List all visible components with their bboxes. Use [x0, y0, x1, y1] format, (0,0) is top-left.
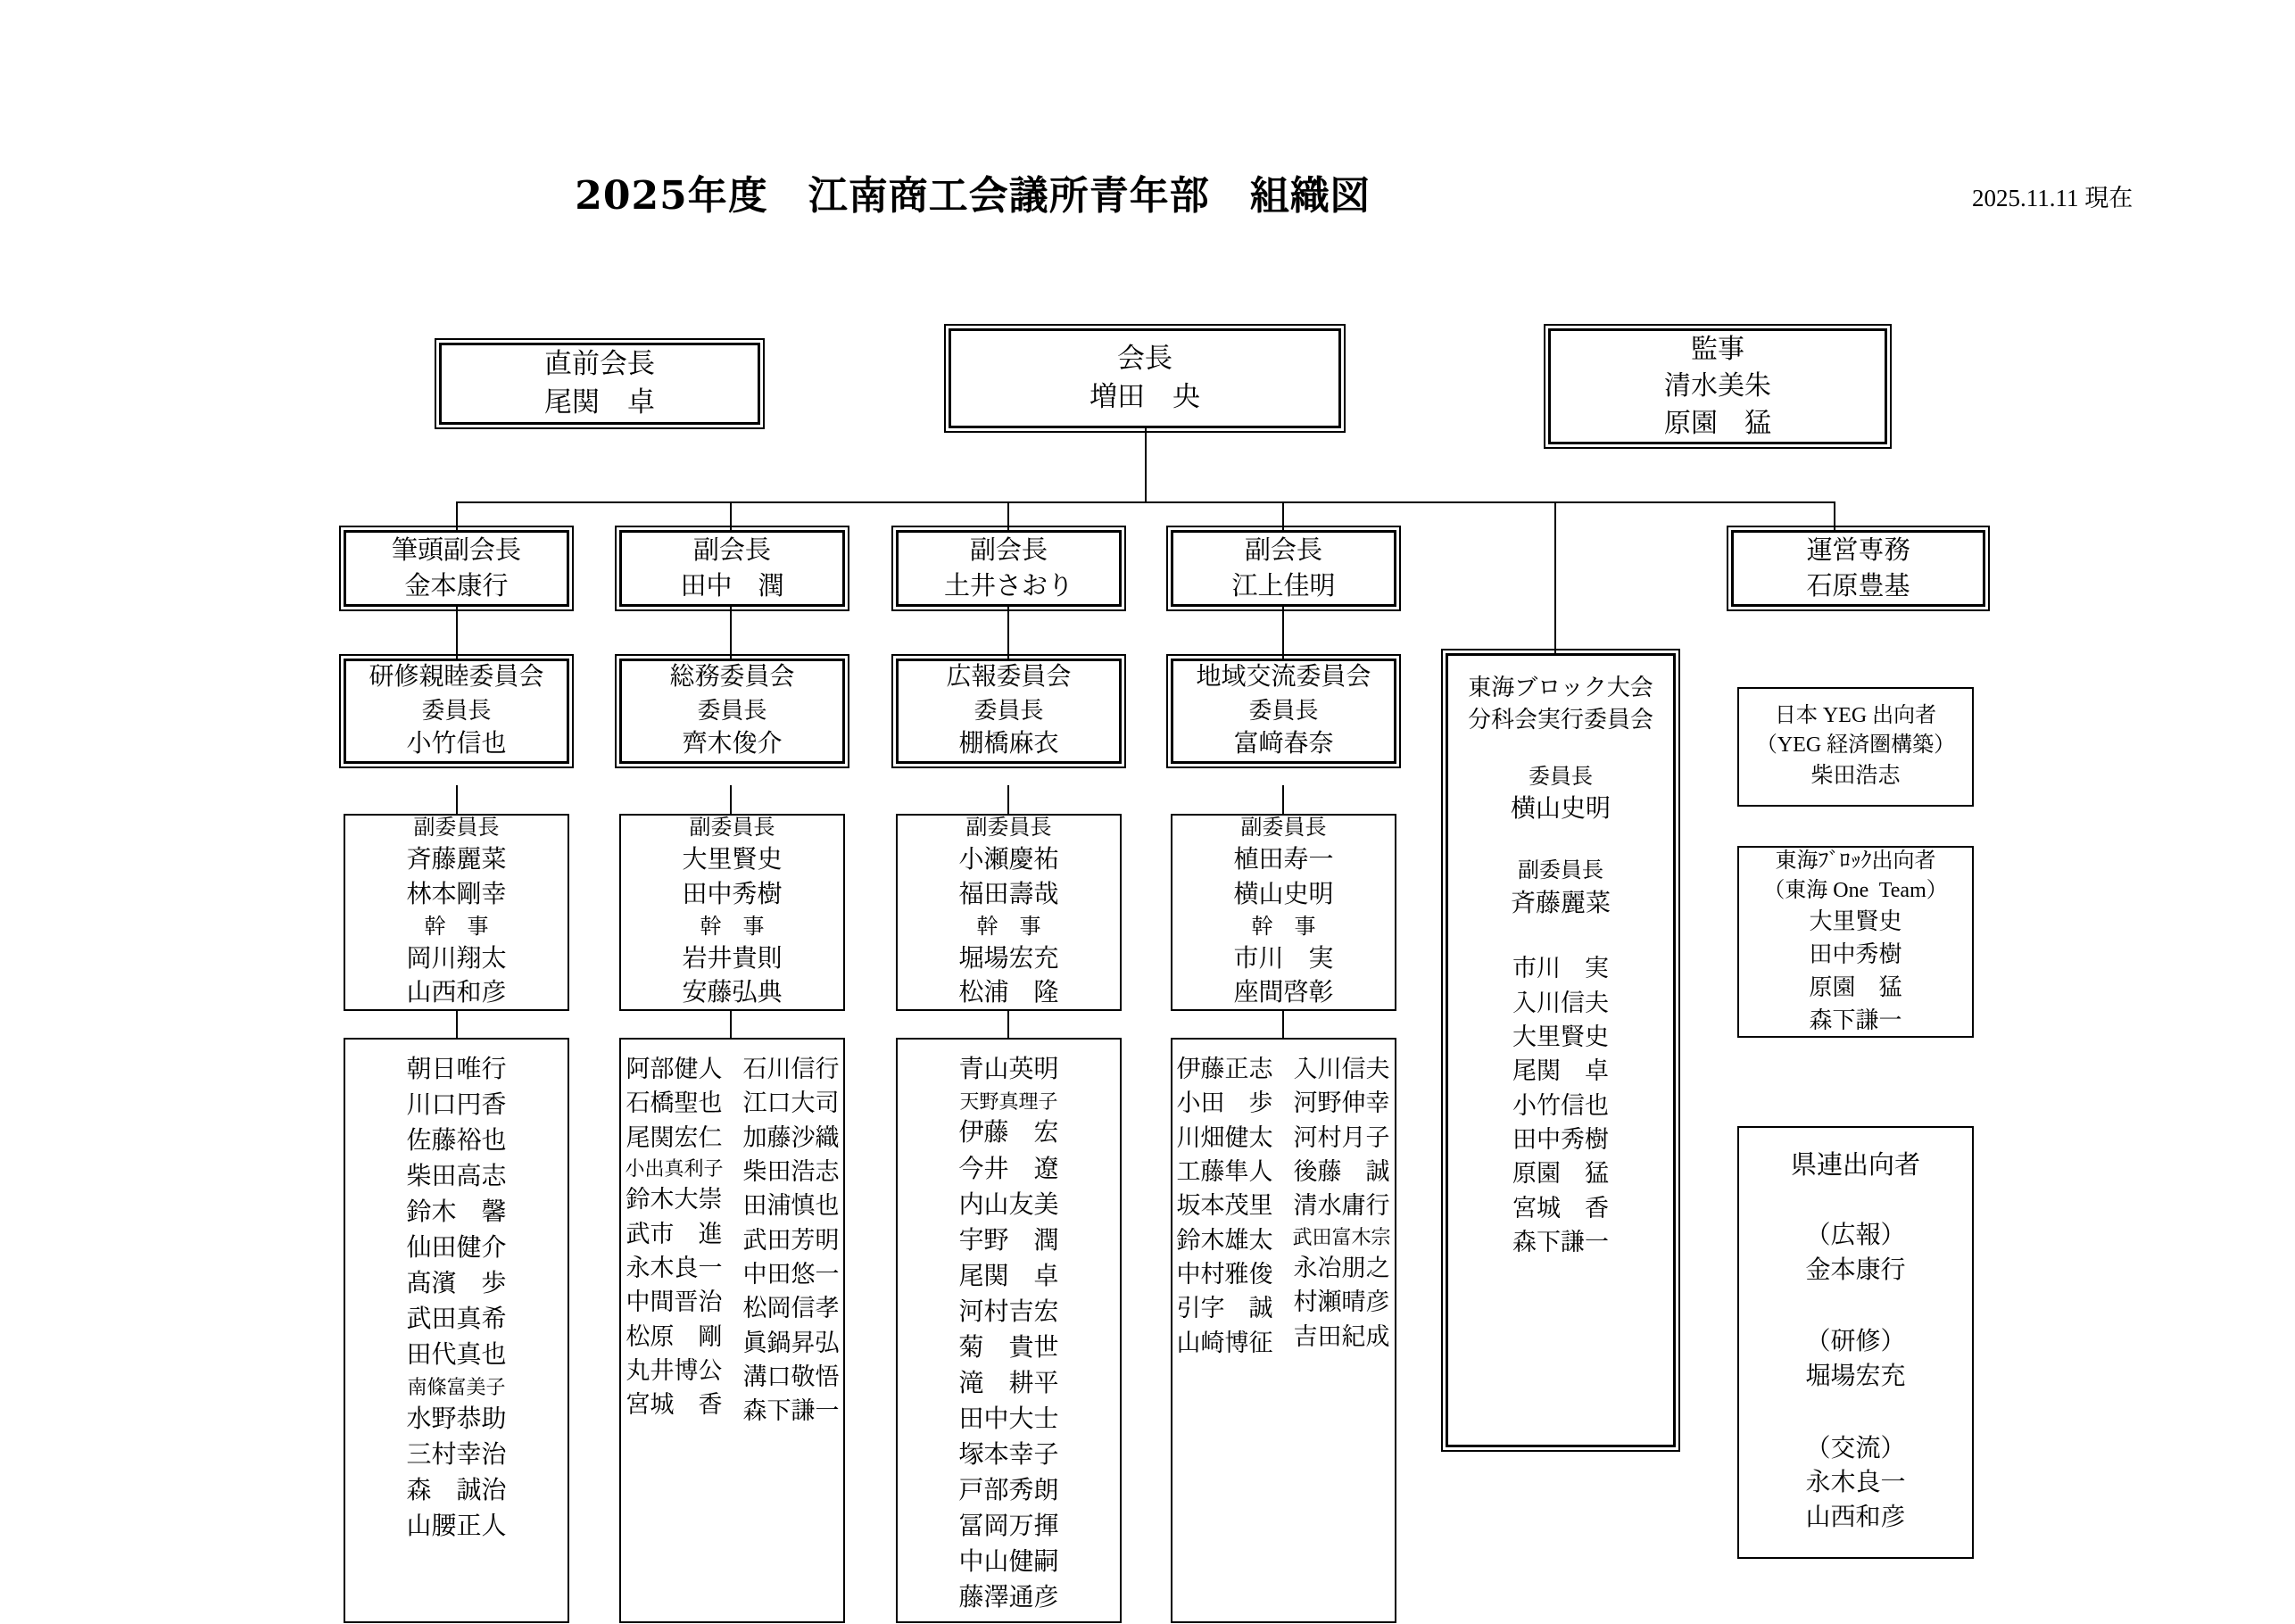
committee-chair-4: 富﨑春奈: [1233, 729, 1334, 758]
committee-officers-box-3[interactable]: [896, 814, 1122, 1011]
list-item: 石橋聖也: [626, 1090, 723, 1117]
list-item: 武田真希: [406, 1305, 507, 1334]
vice-president-box-4[interactable]: [1171, 530, 1396, 607]
kenren-group: [1805, 1325, 1905, 1394]
managing-director-name: 石原豊基: [1806, 572, 1910, 601]
committee-header-3[interactable]: [896, 659, 1122, 764]
kenren-dispatch-box[interactable]: [1737, 1126, 1974, 1559]
list-item: 青山英明: [958, 1056, 1059, 1083]
list-item: 丸井博公: [626, 1356, 723, 1384]
connector-committee4-officers: [1282, 785, 1284, 814]
page-title: 2025年度 江南商工会議所青年部 組織図: [575, 173, 1371, 219]
list-item: 工藤隼人: [1176, 1157, 1273, 1185]
list-item: 柴田浩志: [1810, 764, 1901, 789]
committee-header-1[interactable]: [344, 659, 569, 764]
list-item: 天野真理子: [959, 1090, 1058, 1114]
list-item: 柴田浩志: [742, 1157, 840, 1185]
list-item: 吉田紀成: [1293, 1322, 1390, 1350]
connector-vp4-committee: [1282, 607, 1284, 659]
managing-director-role: 運営専務: [1806, 535, 1910, 565]
connector-officers4-members: [1282, 1011, 1284, 1038]
list-item: 中田悠一: [742, 1260, 840, 1288]
list-item: 入川信夫: [1293, 1056, 1390, 1082]
list-item: 森下謙一: [1809, 1007, 1902, 1033]
secretary-1b: 山西和彦: [406, 979, 507, 1007]
list-item: 原園 猛: [1809, 974, 1902, 1000]
list-item: 中村雅俊: [1176, 1260, 1273, 1288]
past-president-role: 直前会長: [544, 348, 655, 380]
list-item: 後藤 誠: [1293, 1157, 1390, 1185]
list-item: 松岡信孝: [742, 1295, 840, 1322]
kenren-group-label: （研修）: [1805, 1328, 1906, 1356]
vice-president-name-2: 田中 潤: [680, 572, 784, 601]
vice-chair-3b: 福田壽哉: [958, 880, 1059, 908]
committee-chair-2: 齊木俊介: [682, 729, 783, 758]
list-item: 森下謙一: [742, 1397, 840, 1425]
member-list-column-3a: [958, 1052, 1058, 1616]
vice-chair-1a: 斉藤麗菜: [406, 846, 507, 874]
connector-vp1-committee: [456, 607, 458, 659]
list-item: 村瀬晴彦: [1293, 1288, 1390, 1316]
tokai-block-dispatch-box[interactable]: [1737, 846, 1974, 1038]
list-item: 松原 剛: [626, 1322, 723, 1350]
secretary-4b: 座間啓彰: [1233, 979, 1334, 1007]
list-item: 川畑健太: [1176, 1123, 1273, 1151]
list-item: 尾関宏仁: [626, 1123, 723, 1151]
kenren-group-container: [1739, 1183, 1972, 1535]
managing-director-box[interactable]: [1731, 530, 1985, 607]
secretary-2b: 安藤弘典: [682, 979, 783, 1007]
tokai-block-committee-box[interactable]: [1446, 653, 1676, 1447]
vice-president-box-1[interactable]: [344, 530, 569, 607]
list-item: 小田 歩: [1176, 1090, 1273, 1117]
committee-officers-box-2[interactable]: [619, 814, 845, 1011]
list-item: 南條富美子: [407, 1376, 506, 1399]
committee-officers-box-4[interactable]: [1171, 814, 1396, 1011]
list-item: 髙濱 歩: [406, 1270, 507, 1298]
list-item: 田浦慎也: [742, 1192, 840, 1220]
nippon-yeg-dispatch-box[interactable]: [1737, 687, 1974, 807]
tokai-block-vice: 斉藤麗菜: [1510, 889, 1611, 917]
tokai-block-member-list: [1512, 951, 1609, 1259]
auditor-name-2: 原園 猛: [1664, 408, 1771, 438]
tokai-block-vice-label: 副委員長: [1518, 859, 1603, 883]
nippon-yeg-subtitle: （YEG 経済圏構築）: [1755, 733, 1956, 758]
list-item: 市川 実: [1512, 955, 1609, 982]
list-item: 川口円香: [406, 1091, 507, 1120]
tokai-block-chair-label: 委員長: [1529, 765, 1593, 789]
vice-chair-4b: 横山史明: [1233, 880, 1334, 908]
list-item: 宮城 香: [1512, 1194, 1609, 1222]
vice-chair-label-4: 副委員長: [1240, 816, 1327, 841]
vice-president-role-2: 副会長: [692, 535, 771, 565]
list-item: 森下謙一: [1512, 1228, 1609, 1255]
vice-president-name-4: 江上佳明: [1231, 572, 1336, 601]
list-item: 鈴木大崇: [626, 1186, 723, 1214]
committee-chair-1: 小竹信也: [406, 729, 507, 758]
committee-chair-label-3: 委員長: [974, 698, 1044, 725]
vice-chair-label-3: 副委員長: [965, 816, 1052, 841]
list-item: 永冶朋之: [1293, 1254, 1390, 1281]
list-item: 田中大士: [958, 1404, 1059, 1433]
list-item: 朝日唯行: [406, 1056, 507, 1083]
president-role: 会長: [1117, 343, 1172, 375]
secretary-label-2: 幹 事: [700, 915, 765, 939]
list-item: 宮城 香: [626, 1391, 723, 1419]
committee-name-2: 総務委員会: [669, 663, 795, 692]
president-box[interactable]: [949, 328, 1341, 428]
kenren-group-name: 山西和彦: [1805, 1503, 1906, 1531]
committee-name-3: 広報委員会: [946, 663, 1072, 692]
list-item: 石川信行: [742, 1056, 840, 1082]
list-item: 江口大司: [742, 1090, 840, 1117]
vice-president-role-3: 副会長: [969, 535, 1048, 565]
tokai-dispatch-title: 東海ﾌﾞﾛｯｸ出向者: [1775, 849, 1936, 873]
list-item: 田中秀樹: [1512, 1125, 1609, 1153]
kenren-group-label: （交流）: [1805, 1434, 1906, 1462]
list-item: 山崎博征: [1176, 1329, 1273, 1356]
secretary-4a: 市川 実: [1233, 944, 1334, 973]
list-item: 柴田高志: [406, 1163, 507, 1191]
list-item: 山腰正人: [406, 1512, 507, 1540]
committee-name-1: 研修親睦委員会: [369, 663, 544, 692]
connector-officers1-members: [456, 1011, 458, 1038]
connector-drop-vp2: [730, 501, 732, 530]
auditor-name-1: 清水美朱: [1664, 371, 1771, 402]
list-item: 小出真利子: [625, 1156, 724, 1180]
list-item: 尾関 卓: [958, 1262, 1059, 1290]
connector-officers3-members: [1007, 1011, 1009, 1038]
connector-drop-vp4: [1282, 501, 1284, 530]
list-item: 鈴木雄太: [1176, 1226, 1273, 1254]
auditor-role: 監事: [1691, 334, 1744, 364]
list-item: 今井 遼: [958, 1155, 1059, 1183]
kenren-group-name: 永木良一: [1805, 1469, 1906, 1497]
member-list-column-4b: [1292, 1052, 1390, 1360]
vice-chair-label-1: 副委員長: [413, 816, 500, 841]
list-item: 森 誠治: [406, 1476, 507, 1504]
list-item: 大里賢史: [1809, 907, 1902, 934]
list-item: 宇野 潤: [958, 1226, 1059, 1255]
secretary-label-4: 幹 事: [1251, 915, 1316, 939]
list-item: 伊藤正志: [1176, 1056, 1273, 1082]
tokai-dispatch-subtitle: （東海 One Team）: [1763, 878, 1948, 902]
nippon-yeg-name-list: [1810, 760, 1900, 792]
member-list-column-4a: [1176, 1052, 1272, 1360]
list-item: 尾関 卓: [1512, 1057, 1609, 1085]
secretary-1a: 岡川翔太: [406, 944, 507, 973]
connector-vp3-committee: [1007, 607, 1009, 659]
vice-chair-label-2: 副委員長: [689, 816, 775, 841]
list-item: 引字 誠: [1176, 1295, 1273, 1322]
member-list-column-2a: [625, 1052, 723, 1429]
tokai-dispatch-name-list: [1809, 906, 1901, 1038]
list-item: 三村幸治: [406, 1440, 507, 1469]
tokai-block-chair: 横山史明: [1510, 794, 1611, 823]
connector-drop-managing-director: [1834, 501, 1835, 530]
list-item: 河村月子: [1293, 1123, 1390, 1151]
secretary-3a: 堀場宏充: [958, 944, 1059, 973]
list-item: 佐藤裕也: [406, 1127, 507, 1156]
tokai-block-title-2: 分科会実行委員会: [1467, 706, 1653, 733]
kenren-title: 県連出向者: [1790, 1151, 1920, 1180]
list-item: 塚本幸子: [958, 1440, 1059, 1469]
list-item: 仙田健介: [406, 1234, 507, 1263]
connector-drop-tokai-block: [1554, 501, 1556, 653]
list-item: 内山友美: [958, 1190, 1059, 1219]
list-item: 原園 猛: [1512, 1160, 1609, 1188]
connector-president-stem: [1145, 428, 1147, 503]
list-item: 武田富木宗: [1292, 1225, 1391, 1248]
vice-president-box-2[interactable]: [619, 530, 845, 607]
committee-name-4: 地域交流委員会: [1196, 663, 1371, 692]
chart-date: 2025.11.11 現在: [1972, 185, 2133, 211]
vice-chair-2b: 田中秀樹: [682, 880, 783, 908]
vice-chair-4a: 植田寿一: [1233, 846, 1334, 874]
list-item: 武市 進: [626, 1220, 723, 1247]
list-item: 河野伸幸: [1293, 1090, 1390, 1117]
list-item: 中間晋治: [626, 1288, 723, 1316]
list-item: 中山健嗣: [958, 1547, 1059, 1576]
list-item: 水野恭助: [406, 1404, 507, 1433]
committee-officers-box-1[interactable]: [344, 814, 569, 1011]
kenren-group-name: 金本康行: [1805, 1255, 1906, 1284]
list-item: 冨岡万揮: [958, 1512, 1059, 1540]
list-item: 坂本茂里: [1176, 1192, 1273, 1220]
connector-drop-vp3: [1007, 501, 1009, 530]
committee-chair-3: 棚橋麻衣: [958, 729, 1059, 758]
vice-chair-2a: 大里賢史: [682, 846, 783, 874]
committee-header-2[interactable]: [619, 659, 845, 764]
vice-president-role-4: 副会長: [1244, 535, 1322, 565]
member-list-box-3[interactable]: [896, 1038, 1122, 1623]
vice-president-name-1: 金本康行: [404, 572, 509, 601]
member-list-box-4[interactable]: [1171, 1038, 1396, 1623]
list-item: 藤澤通彦: [958, 1583, 1059, 1612]
member-list-column-1a: [406, 1052, 506, 1545]
list-item: 河村吉宏: [958, 1297, 1059, 1326]
nippon-yeg-title: 日本 YEG 出向者: [1774, 704, 1937, 728]
vice-president-name-3: 土井さおり: [943, 572, 1073, 601]
connector-officers2-members: [730, 1011, 732, 1038]
connector-main-bus: [456, 501, 1835, 503]
past-president-name: 尾関 卓: [544, 386, 655, 418]
committee-chair-label-4: 委員長: [1248, 698, 1319, 725]
list-item: 戸部秀朗: [958, 1476, 1059, 1504]
connector-drop-vp1: [456, 501, 458, 530]
member-list-box-2[interactable]: [619, 1038, 845, 1623]
kenren-group: [1805, 1219, 1905, 1288]
vice-chair-3a: 小瀬慶祐: [958, 846, 1059, 874]
vice-president-role-1: 筆頭副会長: [391, 535, 521, 565]
list-item: 鈴木 馨: [406, 1198, 507, 1227]
committee-chair-label-1: 委員長: [421, 698, 492, 725]
list-item: 大里賢史: [1512, 1023, 1609, 1050]
connector-committee3-officers: [1007, 785, 1009, 814]
list-item: 伊藤 宏: [958, 1119, 1059, 1148]
connector-vp2-committee: [730, 607, 732, 659]
president-name: 増田 央: [1090, 381, 1200, 412]
list-item: 小竹信也: [1512, 1091, 1609, 1119]
member-list-box-1[interactable]: [344, 1038, 569, 1623]
connector-committee2-officers: [730, 785, 732, 814]
list-item: 入川信夫: [1512, 989, 1609, 1016]
vice-president-box-3[interactable]: [896, 530, 1122, 607]
list-item: 武田芳明: [742, 1226, 840, 1254]
list-item: 菊 貴世: [958, 1333, 1059, 1362]
list-item: 永木良一: [626, 1254, 723, 1281]
list-item: 田代真也: [406, 1341, 507, 1370]
list-item: 田中秀樹: [1809, 940, 1902, 967]
list-item: 眞鍋昇弘: [742, 1329, 840, 1356]
secretary-label-3: 幹 事: [976, 915, 1041, 939]
kenren-group: [1805, 1432, 1905, 1536]
list-item: 滝 耕平: [958, 1369, 1059, 1397]
committee-chair-label-2: 委員長: [697, 698, 767, 725]
kenren-group-name: 堀場宏充: [1805, 1362, 1906, 1390]
secretary-label-1: 幹 事: [424, 915, 489, 939]
list-item: 加藤沙織: [742, 1123, 840, 1151]
list-item: 清水庸行: [1293, 1192, 1390, 1220]
member-list-column-2b: [743, 1052, 840, 1429]
committee-header-4[interactable]: [1171, 659, 1396, 764]
secretary-3b: 松浦 隆: [958, 979, 1059, 1007]
auditor-box[interactable]: [1548, 328, 1887, 444]
connector-committee1-officers: [456, 785, 458, 814]
secretary-2a: 岩井貴則: [682, 944, 783, 973]
list-item: 溝口敬悟: [742, 1363, 840, 1390]
list-item: 阿部健人: [626, 1056, 723, 1082]
kenren-group-label: （広報）: [1805, 1222, 1906, 1250]
tokai-block-title-1: 東海ブロック大会: [1468, 675, 1653, 700]
vice-chair-1b: 林本剛幸: [406, 880, 507, 908]
past-president-box[interactable]: [439, 343, 760, 425]
